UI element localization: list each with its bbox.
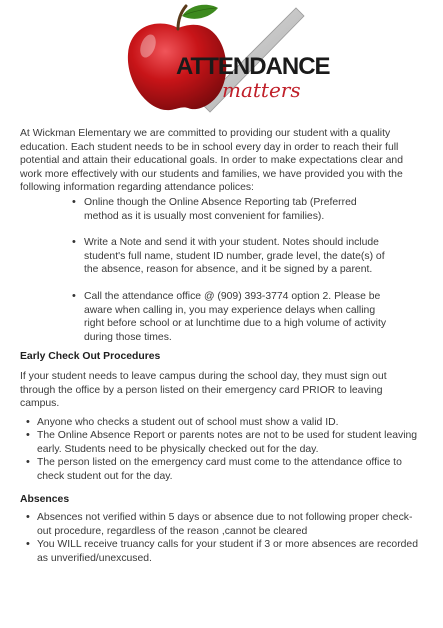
method-item-note: • Write a Note and send it with your student. Notes should include student's full name, student ID number, grade level, the date(s) of the absence, reason for absence, and it be signed by a parent. (72, 236, 387, 277)
list-item: • You WILL receive truancy calls for your student if 3 or more absences are recorded as unverified/unexcused. (26, 538, 419, 565)
early-checkout-list (26, 416, 443, 484)
attendance-policy-content (0, 127, 443, 566)
list-item: • Anyone who checks a student out of school must show a valid ID. (26, 416, 419, 430)
absence-reporting-methods-list (72, 196, 443, 344)
absences-list (26, 511, 443, 565)
intro-paragraph: At Wickman Elementary we are committed to providing our student with a quality education. Each student needs to be in school every day in order to reach their full potential and attain their educational goals. In order to make expectations clear and work more effectively with our students and families, we have provided you with the following information regarding attendance polices: (20, 128, 403, 194)
method-item-online: • Online though the Online Absence Reporting tab (Preferred method as it is usually most convenient for families). (72, 196, 387, 223)
early-checkout-paragraph: If your student needs to leave campus during the school day, they must sign out through the office by a person listed on their emergency card PRIOR to leaving campus. (20, 370, 387, 410)
list-item: • The person listed on the emergency card must come to the attendance office to check student out for the day. (26, 456, 419, 483)
attendance-matters-logo (118, 2, 328, 120)
logo-word-matters: matters (222, 78, 301, 102)
early-checkout-heading: Early Check Out Procedures (20, 351, 161, 363)
logo-word-attendance: ATTENDANCE (176, 53, 330, 80)
list-item: • Absences not verified within 5 days or absence due to not following proper check-out procedure, regardless of the reason ,cannot be cleared (26, 511, 419, 538)
list-item: • The Online Absence Report or parents notes are not to be used for student leaving early. Students need to be physically checked out for the day. (26, 429, 419, 456)
absences-heading: Absences (20, 493, 70, 505)
method-item-call: • Call the attendance office @ (909) 393-3774 option 2. Please be aware when calling in, you may experience delays when calling right before school or at lunchtime due to a high volume of activity during those times. (72, 290, 387, 344)
